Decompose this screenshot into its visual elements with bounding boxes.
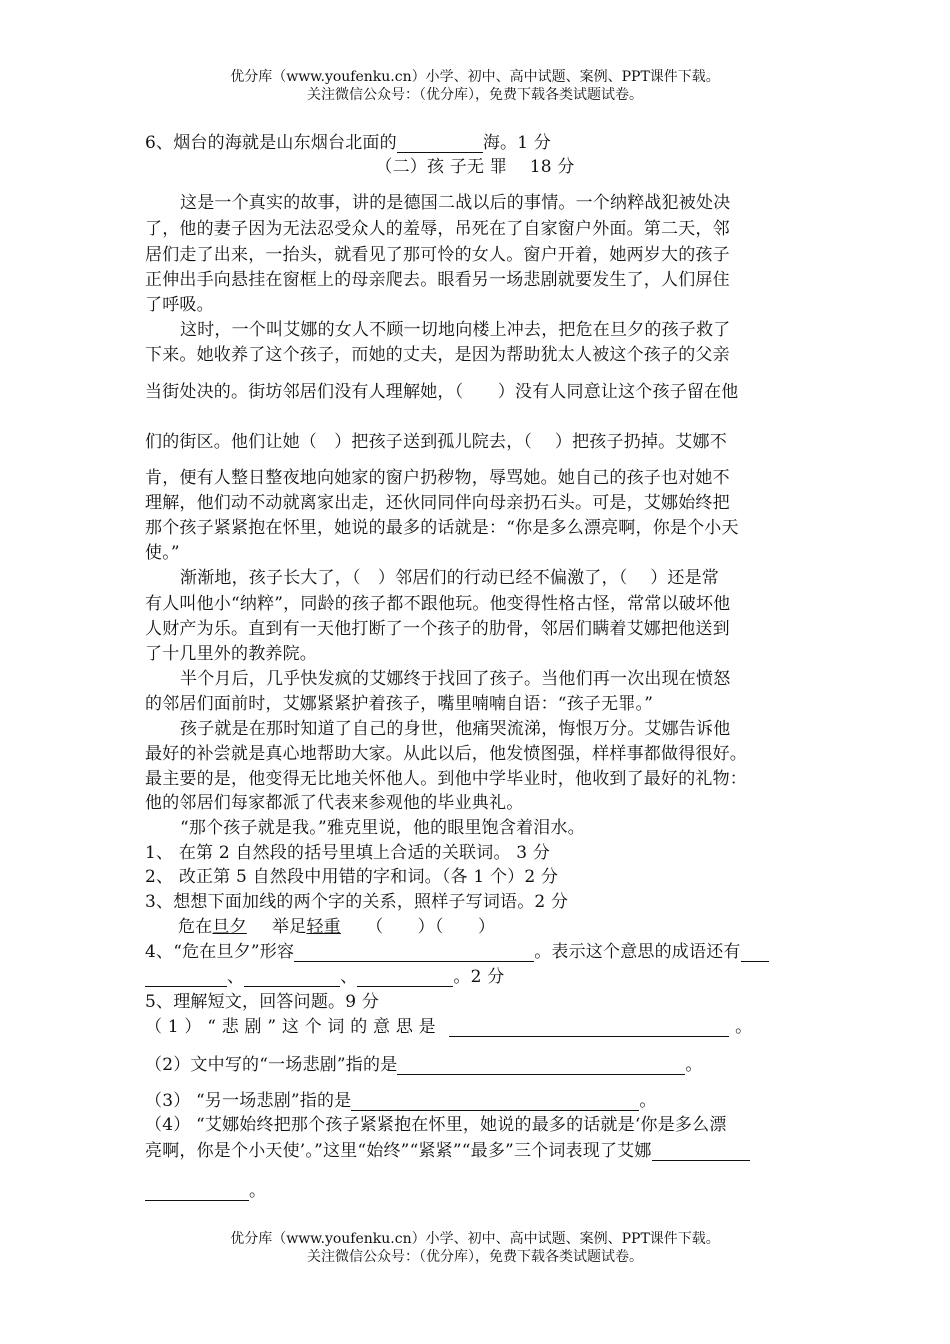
header-line-2: 关注微信公众号：（优分库），免费下载各类试题试卷。	[307, 87, 643, 103]
q4-blank-2[interactable]	[741, 944, 769, 962]
passage-line: 肯，便有人整日整夜地向她家的窗户扔秽物，辱骂她。她自己的孩子也对她不	[145, 468, 730, 488]
q6-blank[interactable]	[397, 135, 483, 153]
question-4-continued	[145, 962, 504, 987]
passage-line: 这时，一个叫艾娜的女人不顾一切地向楼上冲去，把危在旦夕的孩子救了	[180, 320, 731, 340]
question-5-4-continued	[145, 1136, 750, 1161]
q5-4-text: 亮啊，你是个小天使’。”这里“始终”“紧紧”“最多”三个词表现了艾娜	[145, 1141, 652, 1161]
passage-line: 居们走了出来，一抬头，就看见了那可怜的女人。窗户开着，她两岁大的孩子	[145, 245, 730, 265]
passage-line: 理解，他们动不动就离家出走，还伙同同伴向母亲扔石头。可是，艾娜始终把	[145, 493, 730, 513]
passage-line: 了，他的妻子因为无法忍受众人的羞辱，吊死在了自家窗户外面。第二天，邻	[145, 219, 730, 239]
q5-1-blank[interactable]	[449, 1019, 729, 1037]
passage-line: 的邻居们面前时，艾娜紧紧护着孩子，嘴里喃喃自语：“孩子无罪。”	[145, 694, 654, 714]
q4-text: 4、“危在旦夕”形容	[145, 942, 295, 962]
passage-line: 渐渐地，孩子长大了，（ ）邻居们的行动已经不偏激了，（ ）还是常	[180, 568, 720, 588]
footer-line-2: 关注微信公众号：（优分库），免费下载各类试题试卷。	[307, 1249, 643, 1265]
example-2-prefix: 举足	[272, 917, 307, 937]
question-5-4: （4） “艾娜始终把那个孩子紧紧抱在怀里，她说的最多的话就是‘你是多么漂	[145, 1115, 727, 1135]
question-3-examples	[178, 912, 495, 937]
q5-2-blank[interactable]	[397, 1057, 685, 1075]
question-1: 1、 在第 2 自然段的括号里填上合适的关联词。 3 分	[145, 843, 551, 863]
header-line-1: 优分库（www.youfenku.cn）小学、初中、高中试题、案例、PPT课件下载。	[230, 69, 720, 85]
passage-line: 们的街区。他们让她（ ）把孩子送到孤儿院去，（ ）把孩子扔掉。艾娜不	[145, 432, 727, 452]
example-2-underlined: 轻重	[306, 917, 341, 937]
question-4	[145, 937, 769, 962]
question-6	[145, 128, 551, 153]
q6-score: 海。1 分	[482, 133, 552, 153]
passage-line: 下来。她收养了这个孩子，而她的丈夫，是因为帮助犹太人被这个孩子的父亲	[145, 345, 730, 365]
q5-1-text: （ 1 ） “ 悲 剧 ” 这 个 词 的 意 思 是	[145, 1017, 436, 1037]
example-1-prefix: 危在	[178, 917, 213, 937]
question-5-1	[145, 1012, 752, 1037]
q5-2-text: （2）文中写的“一场悲剧”指的是	[145, 1055, 398, 1075]
passage-line: 正伸出手向悬挂在窗框上的母亲爬去。眼看另一场悲剧就要发生了，人们屏住	[145, 270, 730, 290]
question-5-3	[145, 1086, 657, 1111]
q4-score: 。2 分	[453, 967, 505, 987]
passage-line: 使。”	[145, 543, 180, 563]
q5-2-end: 。	[685, 1055, 703, 1075]
passage-line: 最主要的是，他变得无比地关怀他人。到他中学毕业时，他收到了最好的礼物：	[145, 769, 747, 789]
question-3: 3、想想下面加线的两个字的关系，照样子写词语。2 分	[145, 892, 569, 912]
q5-4-end: 。	[249, 1181, 267, 1201]
q5-3-text: （3） “另一场悲剧”指的是	[145, 1091, 352, 1111]
passage-line: 这是一个真实的故事，讲的是德国二战以后的事情。一个纳粹战犯被处决	[180, 193, 731, 213]
passage-line: 了呼吸。	[145, 295, 214, 315]
passage-line: 他的邻居们每家都派了代表来参观他的毕业典礼。	[145, 793, 524, 813]
passage-line: 那个孩子紧紧抱在怀里，她说的最多的话就是：“你是多么漂亮啊，你是个小天	[145, 518, 739, 538]
example-1-underlined: 旦夕	[212, 917, 247, 937]
q5-3-blank[interactable]	[351, 1093, 639, 1111]
q5-1-end: 。	[735, 1017, 753, 1037]
separator: 、	[340, 967, 358, 987]
separator: 、	[227, 967, 245, 987]
q6-text: 6、烟台的海就是山东烟台北面的	[145, 133, 397, 153]
q4-blank-4[interactable]	[244, 969, 340, 987]
q4-blank-1[interactable]	[294, 944, 534, 962]
q5-4-blank-1[interactable]	[652, 1143, 750, 1161]
passage-line: 最好的补尝就是真心地帮助大家。从此以后，他发愤图强，样样事都做得很好。	[145, 744, 747, 764]
section-title: （二）孩 子无 罪 18 分	[375, 157, 575, 177]
passage-line: 人财产为乐。直到有一天他打断了一个孩子的肋骨，邻居们瞒着艾娜把他送到	[145, 619, 730, 639]
q4-blank-3[interactable]	[145, 969, 227, 987]
passage-line: 了十几里外的教养院。	[145, 644, 317, 664]
question-5-2	[145, 1050, 703, 1075]
passage-line: “那个孩子就是我。”雅克里说，他的眼里饱含着泪水。	[180, 818, 585, 838]
footer-line-1: 优分库（www.youfenku.cn）小学、初中、高中试题、案例、PPT课件下载。	[230, 1231, 720, 1247]
q4-mid-text: 。表示这个意思的成语还有	[534, 942, 741, 962]
question-5-4-answer-line	[145, 1176, 266, 1201]
passage-line: 有人叫他小“纳粹”，同龄的孩子都不跟他玩。他变得性格古怪，常常以破坏他	[145, 594, 731, 614]
question-5: 5、理解短文，回答问题。9 分	[145, 992, 380, 1012]
passage-line: 半个月后，几乎快发疯的艾娜终于找回了孩子。当他们再一次出现在愤怒	[180, 669, 731, 689]
passage-line: 当街处决的。街坊邻居们没有人理解她，（ ）没有人同意让这个孩子留在他	[145, 382, 739, 402]
q5-4-blank-2[interactable]	[145, 1183, 249, 1201]
example-answer-brackets[interactable]: （ ）（ ）	[366, 917, 496, 937]
passage-line: 孩子就是在那时知道了自己的身世，他痛哭流涕，悔恨万分。艾娜告诉他	[180, 719, 731, 739]
question-2: 2、 改正第 5 自然段中用错的字和词。（各 1 个）2 分	[145, 867, 559, 887]
q4-blank-5[interactable]	[357, 969, 453, 987]
q5-3-end: 。	[639, 1091, 657, 1111]
